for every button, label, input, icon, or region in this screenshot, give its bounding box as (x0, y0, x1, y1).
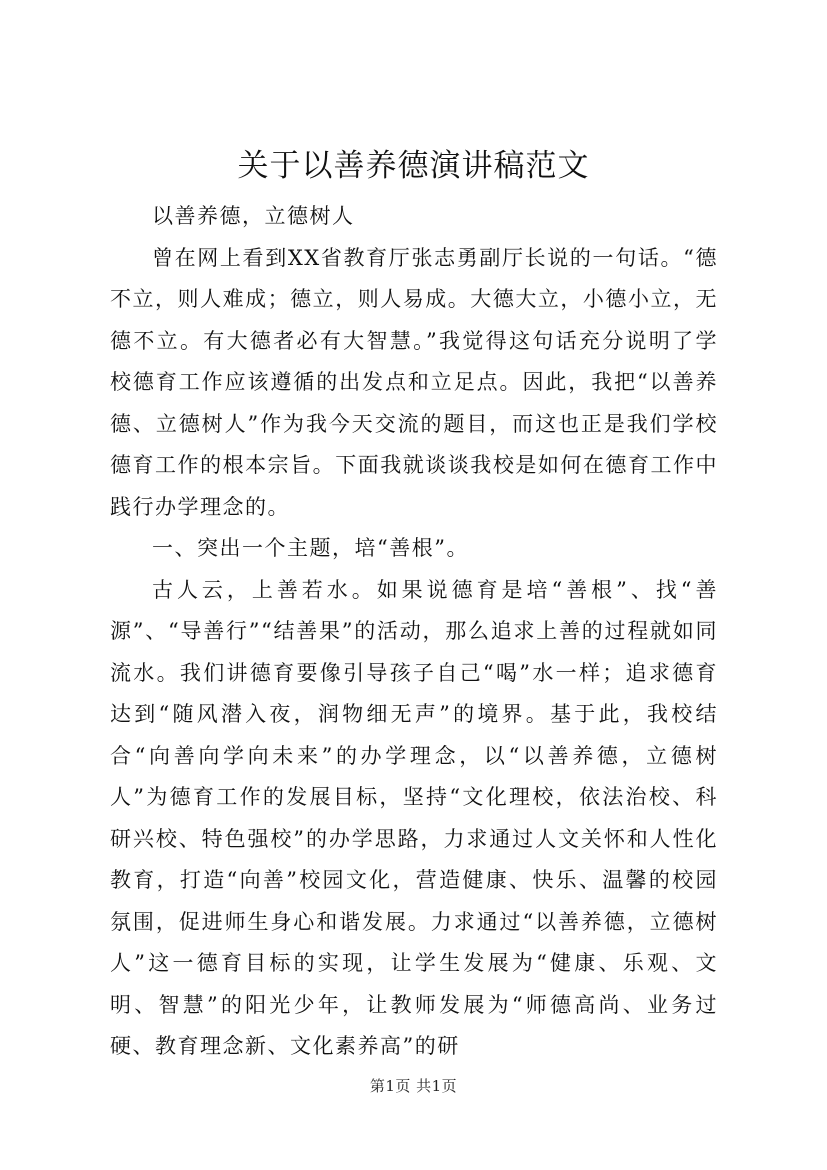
paragraph-intro: 曾在网上看到XX省教育厅张志勇副厅长说的一句话。“德不立，则人难成；德立，则人易成。大德大立，小德小立，无德不立。有大德者必有大智慧。”我觉得这句话充分说明了学校德育工作应该遵循的出发点和立足点。因此，我把“以善养德、立德树人”作为我今天交流的题目，而这也正是我们学校德育工作的根本宗旨。下面我就谈谈我校是如何在德育工作中践行办学理念的。 (110, 245, 718, 519)
page-footer: 第1页 共1页 (369, 1077, 458, 1095)
paragraph-section-heading: 一、突出一个主题，培“善根”。 (152, 536, 469, 560)
document-body (110, 196, 718, 1068)
paragraph-subtitle: 以善养德，立德树人 (152, 204, 355, 228)
page-title: 关于以善养德演讲稿范文 (237, 148, 590, 184)
paragraph-section-body: 古人云，上善若水。如果说德育是培“善根”、找“善源”、“导善行”“结善果”的活动，那么追求上善的过程就如同流水。我们讲德育要像引导孩子自己“喝”水一样；追求德育达到“随风潜入夜，润物细无声”的境界。基于此，我校结合“向善向学向未来”的办学理念，以“以善养德，立德树人”为德育工作的发展目标，坚持“文化理校，依法治校、科研兴校、特色强校”的办学思路，力求通过人文关怀和人性化教育，打造“向善”校园文化，营造健康、快乐、温馨的校园氛围，促进师生身心和谐发展。力求通过“以善养德，立德树人”这一德育目标的实现，让学生发展为“健康、乐观、文明、智慧”的阳光少年，让教师发展为“师德高尚、业务过硬、教育理念新、文化素养高”的研 (110, 577, 718, 1058)
